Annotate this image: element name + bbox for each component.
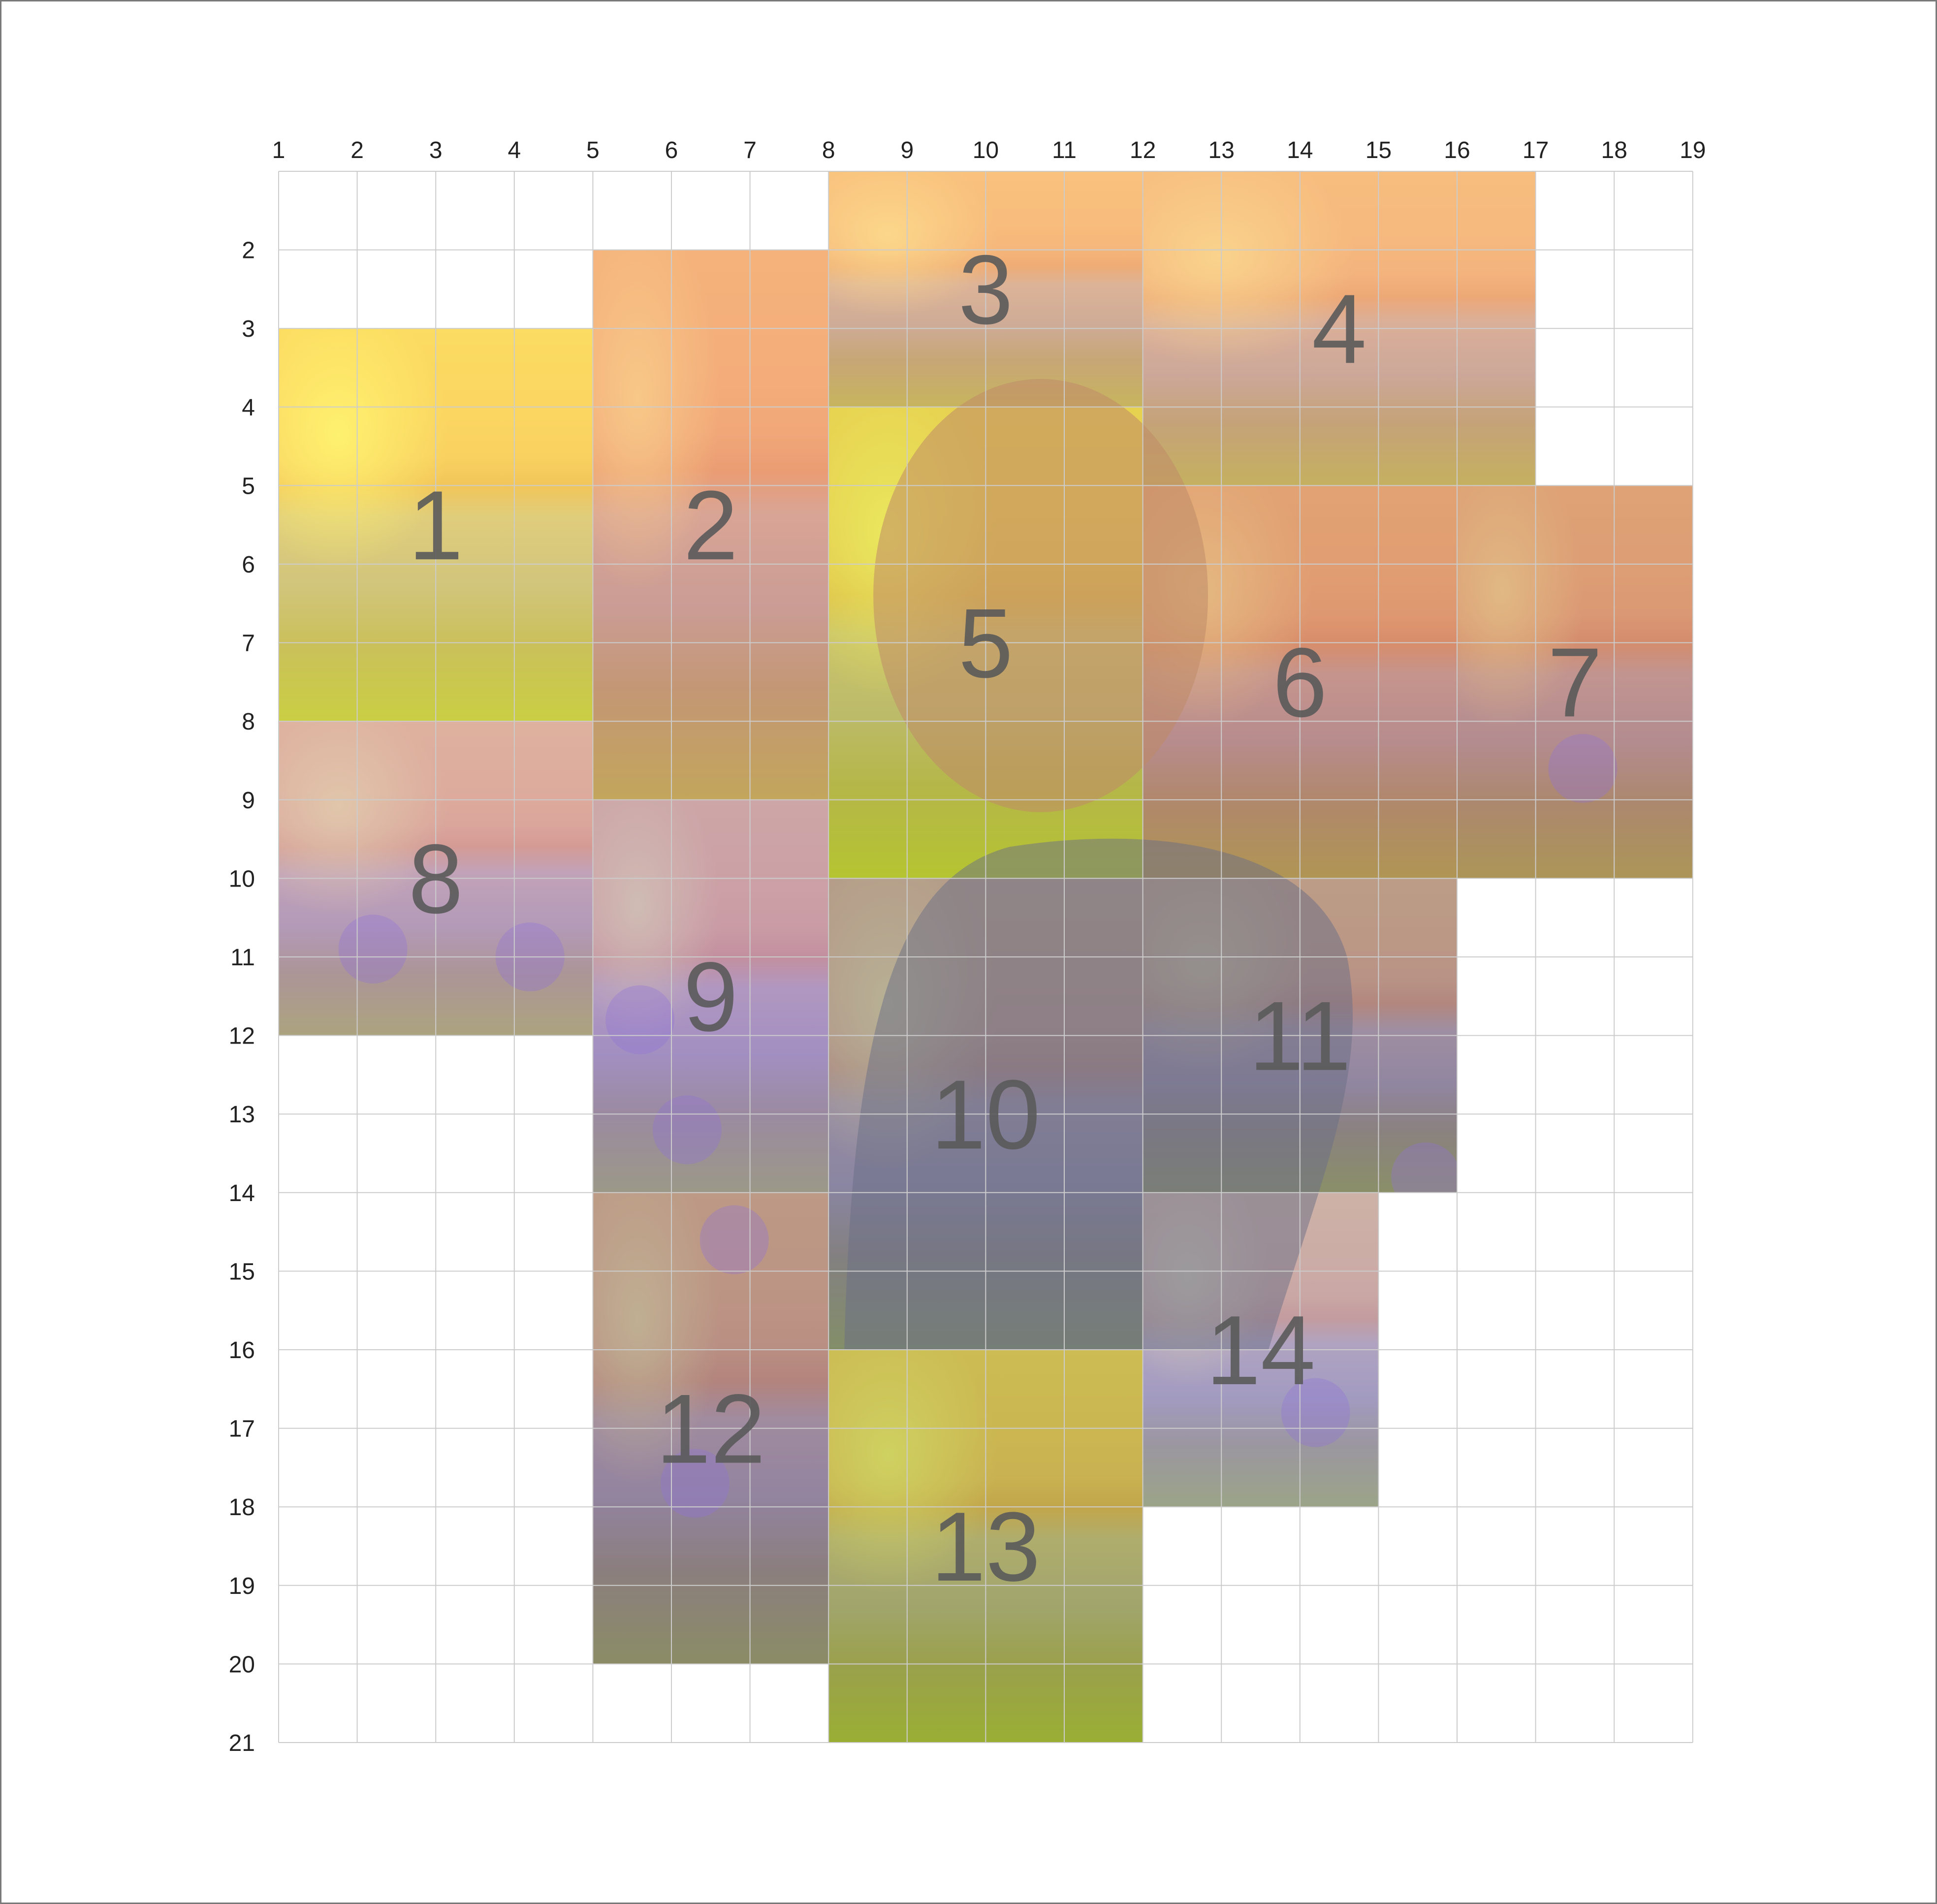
tile-number-label: 14 bbox=[1206, 1296, 1316, 1405]
column-label: 16 bbox=[1444, 137, 1470, 163]
column-label: 10 bbox=[972, 137, 999, 163]
tile-number-label: 5 bbox=[958, 588, 1014, 698]
tile-number-label: 9 bbox=[683, 942, 738, 1052]
column-label: 15 bbox=[1365, 137, 1392, 163]
column-label: 11 bbox=[1052, 137, 1077, 163]
column-label: 12 bbox=[1129, 137, 1156, 163]
row-label: 13 bbox=[228, 1102, 255, 1128]
tile-number-label: 11 bbox=[1248, 981, 1351, 1091]
row-label: 14 bbox=[228, 1180, 255, 1206]
tile-number-label: 4 bbox=[1311, 274, 1367, 384]
row-label: 11 bbox=[230, 945, 255, 971]
row-label: 16 bbox=[228, 1337, 255, 1364]
flower-blob bbox=[1548, 734, 1617, 803]
row-label: 10 bbox=[228, 866, 255, 892]
flower-blob bbox=[1391, 1142, 1460, 1211]
row-label: 5 bbox=[242, 473, 255, 500]
row-label: 20 bbox=[228, 1651, 255, 1678]
column-label: 3 bbox=[429, 137, 443, 163]
row-label: 4 bbox=[242, 394, 255, 421]
flower-blob bbox=[700, 1206, 769, 1274]
row-label: 9 bbox=[242, 787, 255, 814]
flower-blob bbox=[653, 1095, 722, 1164]
head-shape bbox=[873, 379, 1208, 812]
row-label: 6 bbox=[242, 552, 255, 578]
column-label: 14 bbox=[1287, 137, 1313, 163]
column-label: 2 bbox=[350, 137, 364, 163]
row-label: 2 bbox=[242, 237, 255, 264]
column-label: 18 bbox=[1601, 137, 1627, 163]
row-label: 8 bbox=[242, 709, 255, 735]
row-label: 15 bbox=[228, 1259, 255, 1285]
row-label: 7 bbox=[242, 630, 255, 657]
flower-blob bbox=[605, 985, 674, 1054]
tile-grid-canvas bbox=[1, 1, 1936, 1903]
column-label: 1 bbox=[272, 137, 286, 163]
body-shape bbox=[844, 839, 1353, 1350]
row-label: 18 bbox=[228, 1494, 255, 1521]
column-label: 13 bbox=[1208, 137, 1235, 163]
tile-number-label: 8 bbox=[408, 824, 463, 934]
tile-number-label: 7 bbox=[1547, 628, 1603, 738]
row-label: 3 bbox=[242, 316, 255, 343]
tile-number-label: 1 bbox=[408, 471, 463, 581]
flower-blob bbox=[339, 915, 408, 984]
row-label: 19 bbox=[228, 1573, 255, 1599]
tile-number-label: 2 bbox=[683, 471, 738, 581]
tile-number-label: 3 bbox=[958, 235, 1014, 345]
column-label: 6 bbox=[665, 137, 678, 163]
tile-number-label: 13 bbox=[931, 1492, 1041, 1602]
tile-number-label: 10 bbox=[931, 1060, 1041, 1170]
column-label: 7 bbox=[743, 137, 757, 163]
column-label: 19 bbox=[1680, 137, 1706, 163]
row-labels bbox=[229, 238, 255, 1756]
column-labels bbox=[272, 137, 1706, 163]
tile-number-label: 6 bbox=[1272, 628, 1328, 738]
column-label: 8 bbox=[822, 137, 835, 163]
column-label: 4 bbox=[508, 137, 521, 163]
column-label: 17 bbox=[1522, 137, 1549, 163]
column-label: 5 bbox=[586, 137, 600, 163]
column-label: 9 bbox=[900, 137, 914, 163]
row-label: 21 bbox=[228, 1730, 255, 1756]
row-label: 12 bbox=[228, 1023, 255, 1049]
tile-number-label: 12 bbox=[656, 1374, 766, 1484]
row-label: 17 bbox=[228, 1416, 255, 1442]
